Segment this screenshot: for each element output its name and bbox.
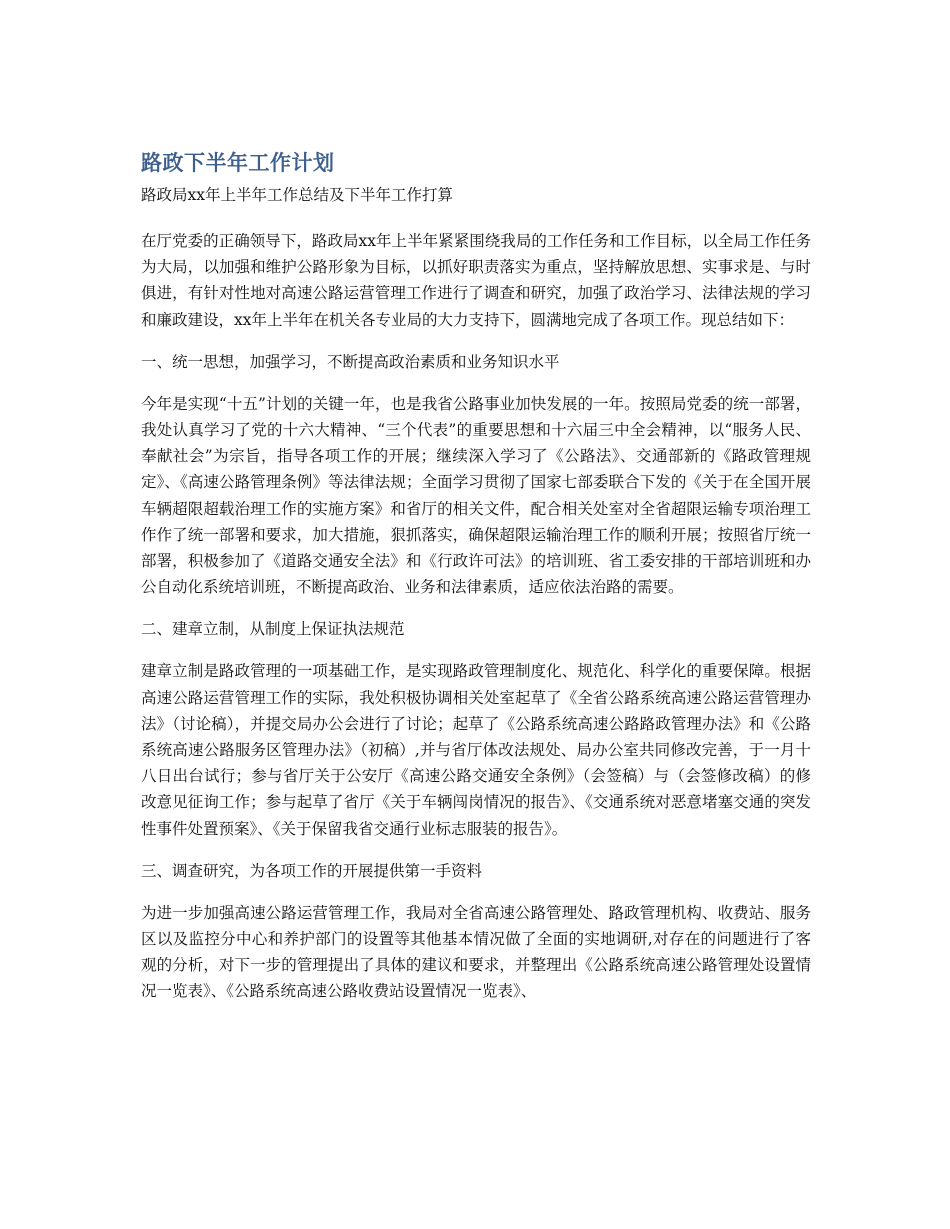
section-heading-2: 二、建章立制，从制度上保证执法规范 bbox=[141, 620, 405, 639]
document-title: 路政下半年工作计划 bbox=[141, 151, 335, 175]
section-body-2: 建章立制是路政管理的一项基础工作，是实现路政管理制度化、规范化、科学化的重要保障。根据高速公路运营管理工作的实际，我处积极协调相关处室起草了《全省公路系统高速公路运营管理办法》（讨论稿），并提交局办公会进行了讨论；起草了《公路系统高速公路路政管理办法》和《公路系统高速公路服务区管理办法》（初稿）,并与省厅体改法规处、局办公室共同修改完善，于一月十八日出台试行；参与省厅关于公安厅《高速公路交通安全条例》（会签稿）与（会签修改稿）的修改意见征询工作；参与起草了省厅《关于车辆闯岗情况的报告》、《交通系统对恶意堵塞交通的突发性事件处置预案》、《关于保留我省交通行业标志服装的报告》。 bbox=[141, 662, 811, 838]
section-heading-1: 一、统一思想，加强学习，不断提高政治素质和业务知识水平 bbox=[141, 352, 560, 371]
intro-paragraph: 在厅党委的正确领导下，路政局xx年上半年紧紧围绕我局的工作任务和工作目标，以全局工作任务为大局，以加强和维护公路形象为目标，以抓好职责落实为重点，坚持解放思想、实事求是、与时俱进，有针对性地对高速公路运营管理工作进行了调查和研究，加强了政治学习、法律法规的学习和廉政建设，xx年上半年在机关各专业局的大力支持下，圆满地完成了各项工作。现总结如下： bbox=[141, 232, 811, 329]
section-body-3: 为进一步加强高速公路运营管理工作，我局对全省高速公路管理处、路政管理机构、收费站、服务区以及监控分中心和养护部门的设置等其他基本情况做了全面的实地调研,对存在的问题进行了客观的分析，对下一步的管理提出了具体的建议和要求，并整理出《公路系统高速公路管理处设置情况一览表》、《公路系统高速公路收费站设置情况一览表》、 bbox=[141, 903, 811, 1001]
document-subtitle: 路政局xx年上半年工作总结及下半年工作打算 bbox=[141, 186, 453, 204]
document-page bbox=[141, 148, 811, 1005]
section-heading-3: 三、调查研究，为各项工作的开展提供第一手资料 bbox=[141, 861, 483, 880]
section-body-1: 今年是实现“十五”计划的关键一年，也是我省公路事业加快发展的一年。按照局党委的统一部署，我处认真学习了党的十六大精神、“三个代表”的重要思想和十六届三中全会精神，以“服务人民、奉献社会”为宗旨，指导各项工作的开展；继续深入学习了《公路法》、交通部新的《路政管理规定》、《高速公路管理条例》等法律法规；全面学习贯彻了国家七部委联合下发的《关于在全国开展车辆超限超载治理工作的实施方案》和省厅的相关文件，配合相关处室对全省超限运输专项治理工作作了统一部署和要求，加大措施，狠抓落实，确保超限运输治理工作的顺利开展；按照省厅统一部署，积极参加了《道路交通安全法》和《行政许可法》的培训班、省工委安排的干部培训班和办公自动化系统培训班，不断提高政治、业务和法律素质，适应依法治路的需要。 bbox=[141, 394, 811, 597]
